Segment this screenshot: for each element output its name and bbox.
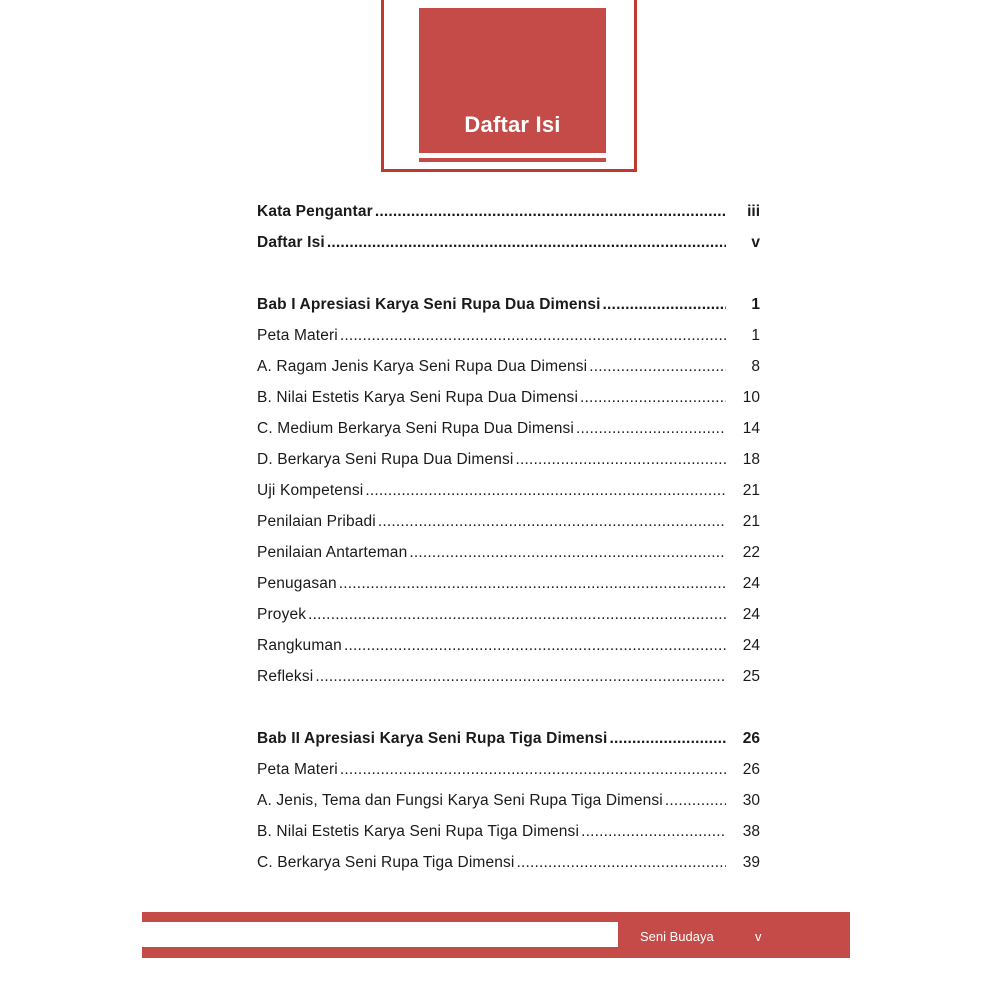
toc-entry[interactable] (257, 321, 760, 345)
toc-entry-label: Rangkuman (257, 637, 342, 654)
toc-entry[interactable] (257, 662, 760, 686)
toc-entry-label: Kata Pengantar (257, 203, 373, 220)
toc-entry-page: 24 (742, 606, 760, 623)
toc-leader-dots (665, 792, 726, 810)
toc-entry-page: 39 (742, 854, 760, 871)
toc-entry[interactable] (257, 755, 760, 779)
toc-entry[interactable] (257, 600, 760, 624)
toc-entry-label: Penugasan (257, 575, 337, 592)
toc-leader-dots (576, 420, 726, 438)
toc-entry-label: Penilaian Pribadi (257, 513, 376, 530)
toc-leader-dots (589, 358, 726, 376)
page-title: Daftar Isi (464, 112, 561, 137)
toc-entry-label: B. Nilai Estetis Karya Seni Rupa Tiga Dimensi (257, 823, 580, 840)
toc-entry[interactable] (257, 414, 760, 438)
toc-entry-page: v (751, 234, 760, 251)
footer-page-number: v (755, 929, 762, 944)
toc-leader-dots (365, 482, 726, 500)
toc-entry-label: D. Berkarya Seni Rupa Dua Dimensi (257, 451, 514, 468)
title-underline (419, 158, 606, 162)
toc-entry[interactable] (257, 538, 760, 562)
toc-entry-page: 18 (742, 451, 760, 468)
toc-entry[interactable] (257, 569, 760, 593)
toc-entry-label: Bab II Apresiasi Karya Seni Rupa Tiga Dimensi (257, 730, 608, 747)
toc-entry[interactable] (257, 290, 760, 314)
toc-entry-page: 25 (742, 668, 760, 685)
toc-entry-page: 26 (742, 730, 760, 747)
toc-leader-dots (375, 203, 726, 221)
toc-leader-dots (339, 575, 726, 593)
toc-leader-dots (340, 327, 726, 345)
toc-entry-page: 10 (742, 389, 760, 406)
toc-entry-label: C. Berkarya Seni Rupa Tiga Dimensi (257, 854, 515, 871)
toc-entry[interactable] (257, 383, 760, 407)
toc-entry[interactable] (257, 445, 760, 469)
toc-entry[interactable] (257, 786, 760, 810)
toc-leader-dots (609, 730, 726, 748)
toc-leader-dots (517, 854, 726, 872)
toc-entry-page: 26 (742, 761, 760, 778)
toc-entry-page: 38 (742, 823, 760, 840)
toc-leader-dots (378, 513, 726, 531)
toc-entry[interactable] (257, 631, 760, 655)
toc-entry-label: Proyek (257, 606, 307, 623)
toc-entry-page: 24 (742, 637, 760, 654)
toc-entry[interactable] (257, 228, 760, 252)
toc-entry-page: 14 (742, 420, 760, 437)
toc-entry-label: Refleksi (257, 668, 314, 685)
toc-entry-page: iii (747, 203, 760, 220)
toc-entry-page: 22 (742, 544, 760, 561)
toc-entry-label: C. Medium Berkarya Seni Rupa Dua Dimensi (257, 420, 574, 437)
toc-entry-label: A. Jenis, Tema dan Fungsi Karya Seni Rupa Tiga Dimensi (257, 792, 663, 809)
toc-entry[interactable] (257, 352, 760, 376)
toc-leader-dots (344, 637, 726, 655)
toc-entry[interactable] (257, 848, 760, 872)
toc-leader-dots (327, 234, 726, 252)
toc-entry-label: A. Ragam Jenis Karya Seni Rupa Dua Dimensi (257, 358, 588, 375)
toc-entry[interactable] (257, 817, 760, 841)
toc-entry-label: Peta Materi (257, 327, 338, 344)
toc-entry-page: 8 (751, 358, 760, 375)
toc-leader-dots (581, 823, 726, 841)
toc-entry-label: Penilaian Antarteman (257, 544, 408, 561)
toc-entry-label: Uji Kompetensi (257, 482, 364, 499)
footer-white-strip (142, 922, 618, 947)
toc-leader-dots (580, 389, 726, 407)
toc-entry-page: 1 (751, 296, 760, 313)
toc-entry-page: 21 (742, 482, 760, 499)
toc-entry[interactable] (257, 476, 760, 500)
toc-entry-label: Daftar Isi (257, 234, 325, 251)
toc-leader-dots (308, 606, 726, 624)
toc-entry-page: 21 (742, 513, 760, 530)
toc-leader-dots (340, 761, 726, 779)
toc-entry-page: 30 (742, 792, 760, 809)
toc-entry-page: 1 (751, 327, 760, 344)
toc-entry-page: 24 (742, 575, 760, 592)
footer-subject: Seni Budaya (640, 929, 714, 944)
toc-entry[interactable] (257, 197, 760, 221)
toc-leader-dots (603, 296, 726, 314)
toc-entry[interactable] (257, 507, 760, 531)
toc-entry-label: Peta Materi (257, 761, 338, 778)
toc-entry-label: Bab I Apresiasi Karya Seni Rupa Dua Dimensi (257, 296, 601, 313)
toc-leader-dots (315, 668, 726, 686)
toc-entry[interactable] (257, 724, 760, 748)
toc-leader-dots (516, 451, 727, 469)
toc-leader-dots (409, 544, 726, 562)
toc-entry-label: B. Nilai Estetis Karya Seni Rupa Dua Dimensi (257, 389, 579, 406)
